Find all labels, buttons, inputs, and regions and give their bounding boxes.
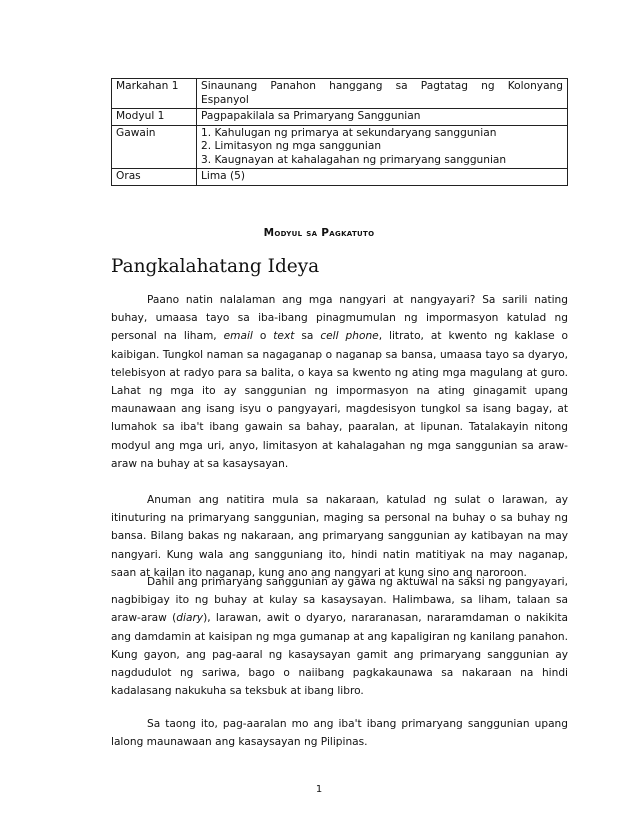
paragraph-1 [111,291,568,473]
markahan-value [197,79,568,109]
paragraph-1-text: , litrato, at kwento ng kaklase o kaibigan. Tungkol naman sa nagaganap o naganap sa bansa, umaasa tayo sa dyaryo, telebisyon at radyo para sa balita, o kaya sa kwento ng ating mga magulang at guro. Lahat ng mga ito ay sanggunian ng impormasyon na ating ginagamit upang maunawaan ang isang isyu o pangyayari, magdesisyon tungkol sa isang bagay, at lumahok sa iba't ibang gawain sa bahay, paaralan, at lipunan. Tatalakayin nitong modyul ang mga uri, anyo, limitasyon at kahalagahan ng mga sanggunian sa araw-araw na buhay at sa kasaysayan. [111,330,569,470]
paragraph-1-cellphone: cell phone [320,330,379,343]
paragraph-4: Sa taong ito, pag-aaralan mo ang iba't ibang primaryang sanggunian upang lalong maunawaan ang kasaysayan ng Pilipinas. [111,718,568,749]
paragraph-1-text-term: text [273,330,295,343]
modyul-value: Pagpapakilala sa Primaryang Sanggunian [197,109,568,126]
paragraph-2: Anuman ang natitira mula sa nakaraan, katulad ng sulat o larawan, ay itinuturing na primaryang sanggunian, maging sa personal na buhay o sa buhay ng bansa. Bilang bakas ng nakaraan, ang primaryang sanggunian ay katibayan na may nangyari. Kung wala ang sangguniang ito, hindi natin matitiyak na may naganap, saan at kailan ito naganap, kung ano ang nangyari at kung sino ang naroroon. [111,494,568,579]
markahan-value-line1: Sinaunang Panahon hanggang sa Pagtatag ng Kolonyang [201,80,563,92]
gawain-list [197,125,568,169]
gawain-item: 3. Kaugnayan at kahalagahan ng primaryang sanggunian [201,153,507,166]
table-row [112,109,568,126]
gawain-item: 1. Kahulugan ng primarya at sekundaryang sanggunian [201,126,497,139]
oras-label: Oras [112,169,197,186]
section-heading: Pangkalahatang Ideya [111,256,320,277]
paragraph-1-text: Paano natin nalalaman ang mga nangyari at nangyayari? Sa sarili nating buhay, umaasa tayo sa iba-ibang pinagmumulan ng impormasyon katulad ng personal na liham, [111,294,568,343]
paragraph-1-email: email [223,330,253,343]
paragraph-1-text: sa [294,330,321,343]
table-row [112,125,568,169]
gawain-label: Gawain [112,125,197,169]
page-number: 1 [315,784,323,795]
table-row [112,79,568,109]
oras-value: Lima (5) [197,169,568,186]
paragraph-3-text: ), larawan, awit o dyaryo, nararanasan, nararamdaman o nakikita ang damdamin at kaisipan ng mga gumanap at ang kapaligiran ng kanilang panahon. Kung gayon, ang pag-aaral ng kasaysayan gamit ang primaryang sanggunian ay nagdudulot ng sariwa, bago o naiibang pagkakaunawa sa nakaraan na hindi kadalasang nakukuha sa teksbuk at ibang libro. [111,612,568,698]
paragraph-3 [111,573,568,700]
gawain-item: 2. Limitasyon ng mga sanggunian [201,140,382,152]
module-title: Modyul sa Pagkatuto [263,227,375,239]
paragraph-1-text: o [252,330,274,343]
module-info-table [111,78,568,186]
modyul-label: Modyul 1 [112,109,197,126]
markahan-value-line2: Espanyol [201,93,249,106]
paragraph-3-diary: diary [176,612,204,625]
markahan-label: Markahan 1 [112,79,197,109]
table-row [112,169,568,186]
paragraph-3-text: Dahil ang primaryang sanggunian ay gawa ng aktuwal na saksi ng pangyayari, nagbibigay ito ng buhay at kulay sa kasaysayan. Halimbawa, sa liham, talaan sa araw-araw ( [111,576,568,625]
